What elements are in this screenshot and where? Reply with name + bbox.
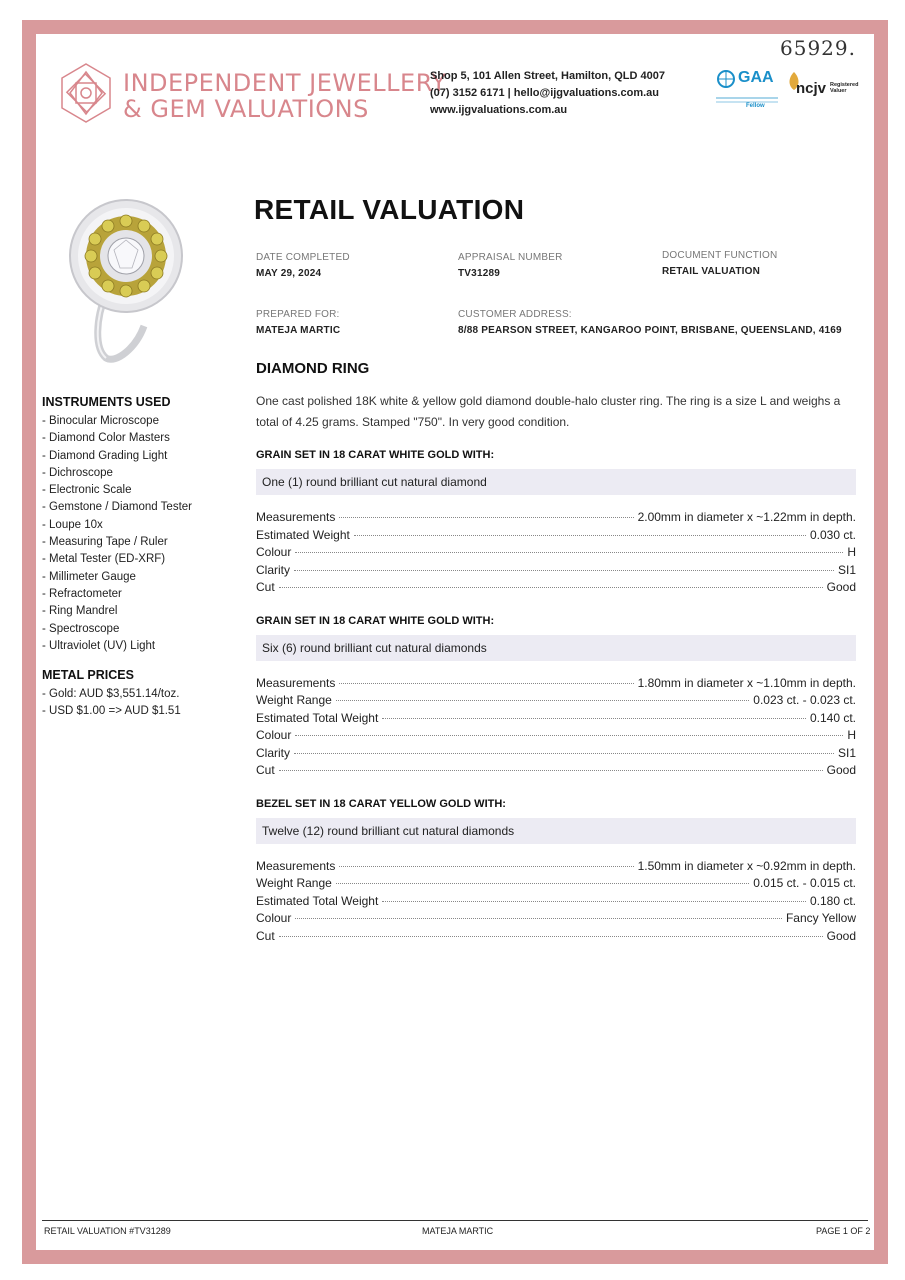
spec-label: Colour (256, 545, 292, 559)
instrument-item: - Binocular Microscope (42, 415, 159, 427)
spec-label: Cut (256, 763, 275, 777)
footer-page-number: PAGE 1 OF 2 (816, 1226, 871, 1236)
document-function-field (662, 250, 777, 277)
dot-leader (279, 587, 823, 588)
spec-label: Cut (256, 928, 275, 943)
document-title: RETAIL VALUATION (254, 194, 525, 225)
dot-leader (339, 866, 633, 867)
stone-summary: One (1) round brilliant cut natural diamond (256, 469, 856, 495)
sidebar (42, 395, 252, 721)
spec-value: H (847, 728, 856, 742)
spec-label: Measurements (256, 858, 336, 873)
instrument-item: - Loupe 10x (42, 518, 103, 531)
contact-block (430, 68, 665, 119)
spec-label: Cut (256, 580, 275, 594)
handwritten-note: 65929. (780, 36, 856, 60)
dot-leader (336, 883, 749, 884)
instrument-item: - Diamond Grading Light (42, 449, 168, 462)
spec-value: 0.030 ct. (809, 527, 856, 542)
footer-client: MATEJA MARTIC (422, 1226, 494, 1236)
instrument-item: - Refractometer (42, 587, 122, 600)
stone-section (256, 449, 856, 597)
stone-section (256, 798, 856, 946)
instrument-item: - Spectroscope (42, 622, 120, 635)
stone-summary: Six (6) round brilliant cut natural diamonds (256, 635, 856, 661)
stone-summary: Twelve (12) round brilliant cut natural diamonds (256, 818, 856, 844)
metal-price-item: - USD $1.00 => AUD $1.51 (42, 705, 181, 718)
brand-line-1: INDEPENDENT JEWELLERY (123, 69, 447, 97)
spec-value: 0.140 ct. (809, 710, 856, 725)
instrument-item: - Diamond Color Masters (42, 432, 170, 445)
spec-label: Colour (256, 911, 292, 925)
instruments-heading: INSTRUMENTS USED (42, 395, 171, 409)
spec-row (256, 910, 856, 928)
brand-name (123, 70, 447, 122)
shop-address: Shop 5, 101 Allen Street, Hamilton, QLD 4007 (430, 70, 665, 82)
customer-address-value: 8/88 PEARSON STREET, KANGAROO POINT, BRISBANE, QUEENSLAND, 4169 (458, 325, 842, 336)
spec-label: Clarity (256, 562, 291, 577)
spec-row (256, 562, 856, 580)
dot-leader (294, 753, 834, 754)
dot-leader (339, 517, 633, 518)
main-content (256, 360, 856, 963)
section-title: BEZEL SET IN 18 CARAT YELLOW GOLD WITH: (256, 797, 506, 810)
instrument-item: - Metal Tester (ED-XRF) (42, 553, 166, 566)
gaa-fellow: Fellow (746, 103, 765, 109)
metal-price-item: - Gold: AUD $3,551.14/toz. (42, 688, 180, 701)
spec-row (256, 893, 856, 911)
spec-label: Estimated Total Weight (256, 710, 379, 725)
dot-leader (279, 770, 823, 771)
spec-value: 2.00mm in diameter x ~1.22mm in depth. (637, 510, 856, 524)
spec-row (256, 675, 856, 693)
dot-leader (336, 700, 749, 701)
section-title: GRAIN SET IN 18 CARAT WHITE GOLD WITH: (256, 614, 495, 627)
spec-value: 1.80mm in diameter x ~1.10mm in depth. (637, 675, 856, 690)
spec-value: 0.180 ct. (809, 893, 856, 908)
spec-value: Good (826, 928, 856, 943)
ncjv-badge (786, 70, 858, 104)
spec-row (256, 858, 856, 876)
spec-row (256, 710, 856, 728)
metal-prices-list (42, 686, 252, 721)
metal-prices-heading: METAL PRICES (42, 668, 134, 683)
spec-row (256, 727, 856, 745)
dot-leader (295, 552, 843, 553)
stone-sections (256, 449, 856, 945)
dot-leader (279, 936, 823, 937)
instrument-item: - Ring Mandrel (42, 605, 118, 618)
spec-label: Weight Range (256, 693, 332, 707)
dot-leader (295, 918, 782, 919)
spec-label: Colour (256, 728, 292, 742)
gaa-text: GAA (738, 69, 774, 86)
dot-leader (382, 901, 806, 902)
footer-divider (42, 1220, 868, 1221)
appraisal-number-label: APPRAISAL NUMBER (458, 252, 563, 263)
dot-leader (294, 570, 834, 571)
document-function-label: DOCUMENT FUNCTION (662, 250, 778, 261)
spec-row (256, 692, 856, 710)
spec-label: Clarity (256, 745, 291, 760)
spec-label: Estimated Weight (256, 527, 350, 542)
instrument-item: - Electronic Scale (42, 484, 132, 497)
spec-value: 1.50mm in diameter x ~0.92mm in depth. (637, 858, 856, 873)
brand-line-2: & GEM VALUATIONS (123, 95, 369, 123)
instrument-item: - Gemstone / Diamond Tester (42, 501, 192, 514)
customer-address-field (458, 309, 842, 336)
spec-value: Good (826, 763, 856, 777)
prepared-for-field (256, 309, 340, 336)
spec-value: Fancy Yellow (785, 911, 856, 925)
spec-label: Measurements (256, 510, 336, 524)
spec-label: Measurements (256, 675, 336, 690)
instrument-item: - Dichroscope (42, 466, 113, 479)
phone-email: (07) 3152 6171 | hello@ijgvaluations.com.au (430, 87, 660, 99)
logo-mark-icon (58, 62, 114, 124)
spec-row (256, 762, 856, 780)
footer-reference: RETAIL VALUATION #TV31289 (44, 1226, 171, 1236)
dot-leader (339, 683, 633, 684)
spec-value: 0.015 ct. - 0.015 ct. (753, 876, 856, 890)
customer-address-label: CUSTOMER ADDRESS: (458, 309, 572, 320)
dot-leader (382, 718, 806, 719)
spec-label: Weight Range (256, 876, 332, 890)
spec-row (256, 509, 856, 527)
appraisal-number-value: TV31289 (458, 268, 500, 279)
spec-value: 0.023 ct. - 0.023 ct. (753, 693, 856, 707)
date-completed-field (256, 252, 350, 279)
instruments-list (42, 413, 252, 655)
appraisal-number-field (458, 252, 563, 279)
dot-leader (354, 535, 806, 536)
instrument-item: - Ultraviolet (UV) Light (42, 639, 156, 652)
spec-row (256, 544, 856, 562)
date-completed-label: DATE COMPLETED (256, 252, 350, 263)
ncjv-text: ncjv (796, 80, 827, 97)
stone-section (256, 615, 856, 780)
spec-value: SI1 (837, 745, 856, 760)
spec-value: Good (826, 580, 856, 594)
instrument-item: - Measuring Tape / Ruler (42, 536, 168, 549)
ncjv-registered: Registered Valuer (830, 82, 859, 94)
section-title: GRAIN SET IN 18 CARAT WHITE GOLD WITH: (256, 449, 495, 461)
website: www.ijgvaluations.com.au (430, 104, 568, 116)
spec-row (256, 579, 856, 597)
dot-leader (295, 735, 843, 736)
spec-label: Estimated Total Weight (256, 893, 379, 908)
prepared-for-value: MATEJA MARTIC (256, 325, 341, 336)
instrument-item: - Millimeter Gauge (42, 570, 136, 583)
prepared-for-label: PREPARED FOR: (256, 309, 340, 320)
date-completed-value: MAY 29, 2024 (256, 268, 322, 279)
spec-row (256, 745, 856, 763)
spec-value: SI1 (837, 562, 856, 577)
spec-row (256, 527, 856, 545)
ring-photo (66, 198, 186, 366)
document-function-value: RETAIL VALUATION (662, 266, 761, 277)
gaa-badge (716, 68, 784, 112)
spec-row (256, 928, 856, 946)
spec-row (256, 875, 856, 893)
spec-value: H (847, 545, 856, 559)
item-description: One cast polished 18K white & yellow gold diamond double-halo cluster ring. The ring is a size L and weighs a total of 4.25 grams. Stamped "750". In very good condition. (256, 394, 841, 429)
item-heading: DIAMOND RING (256, 360, 370, 377)
